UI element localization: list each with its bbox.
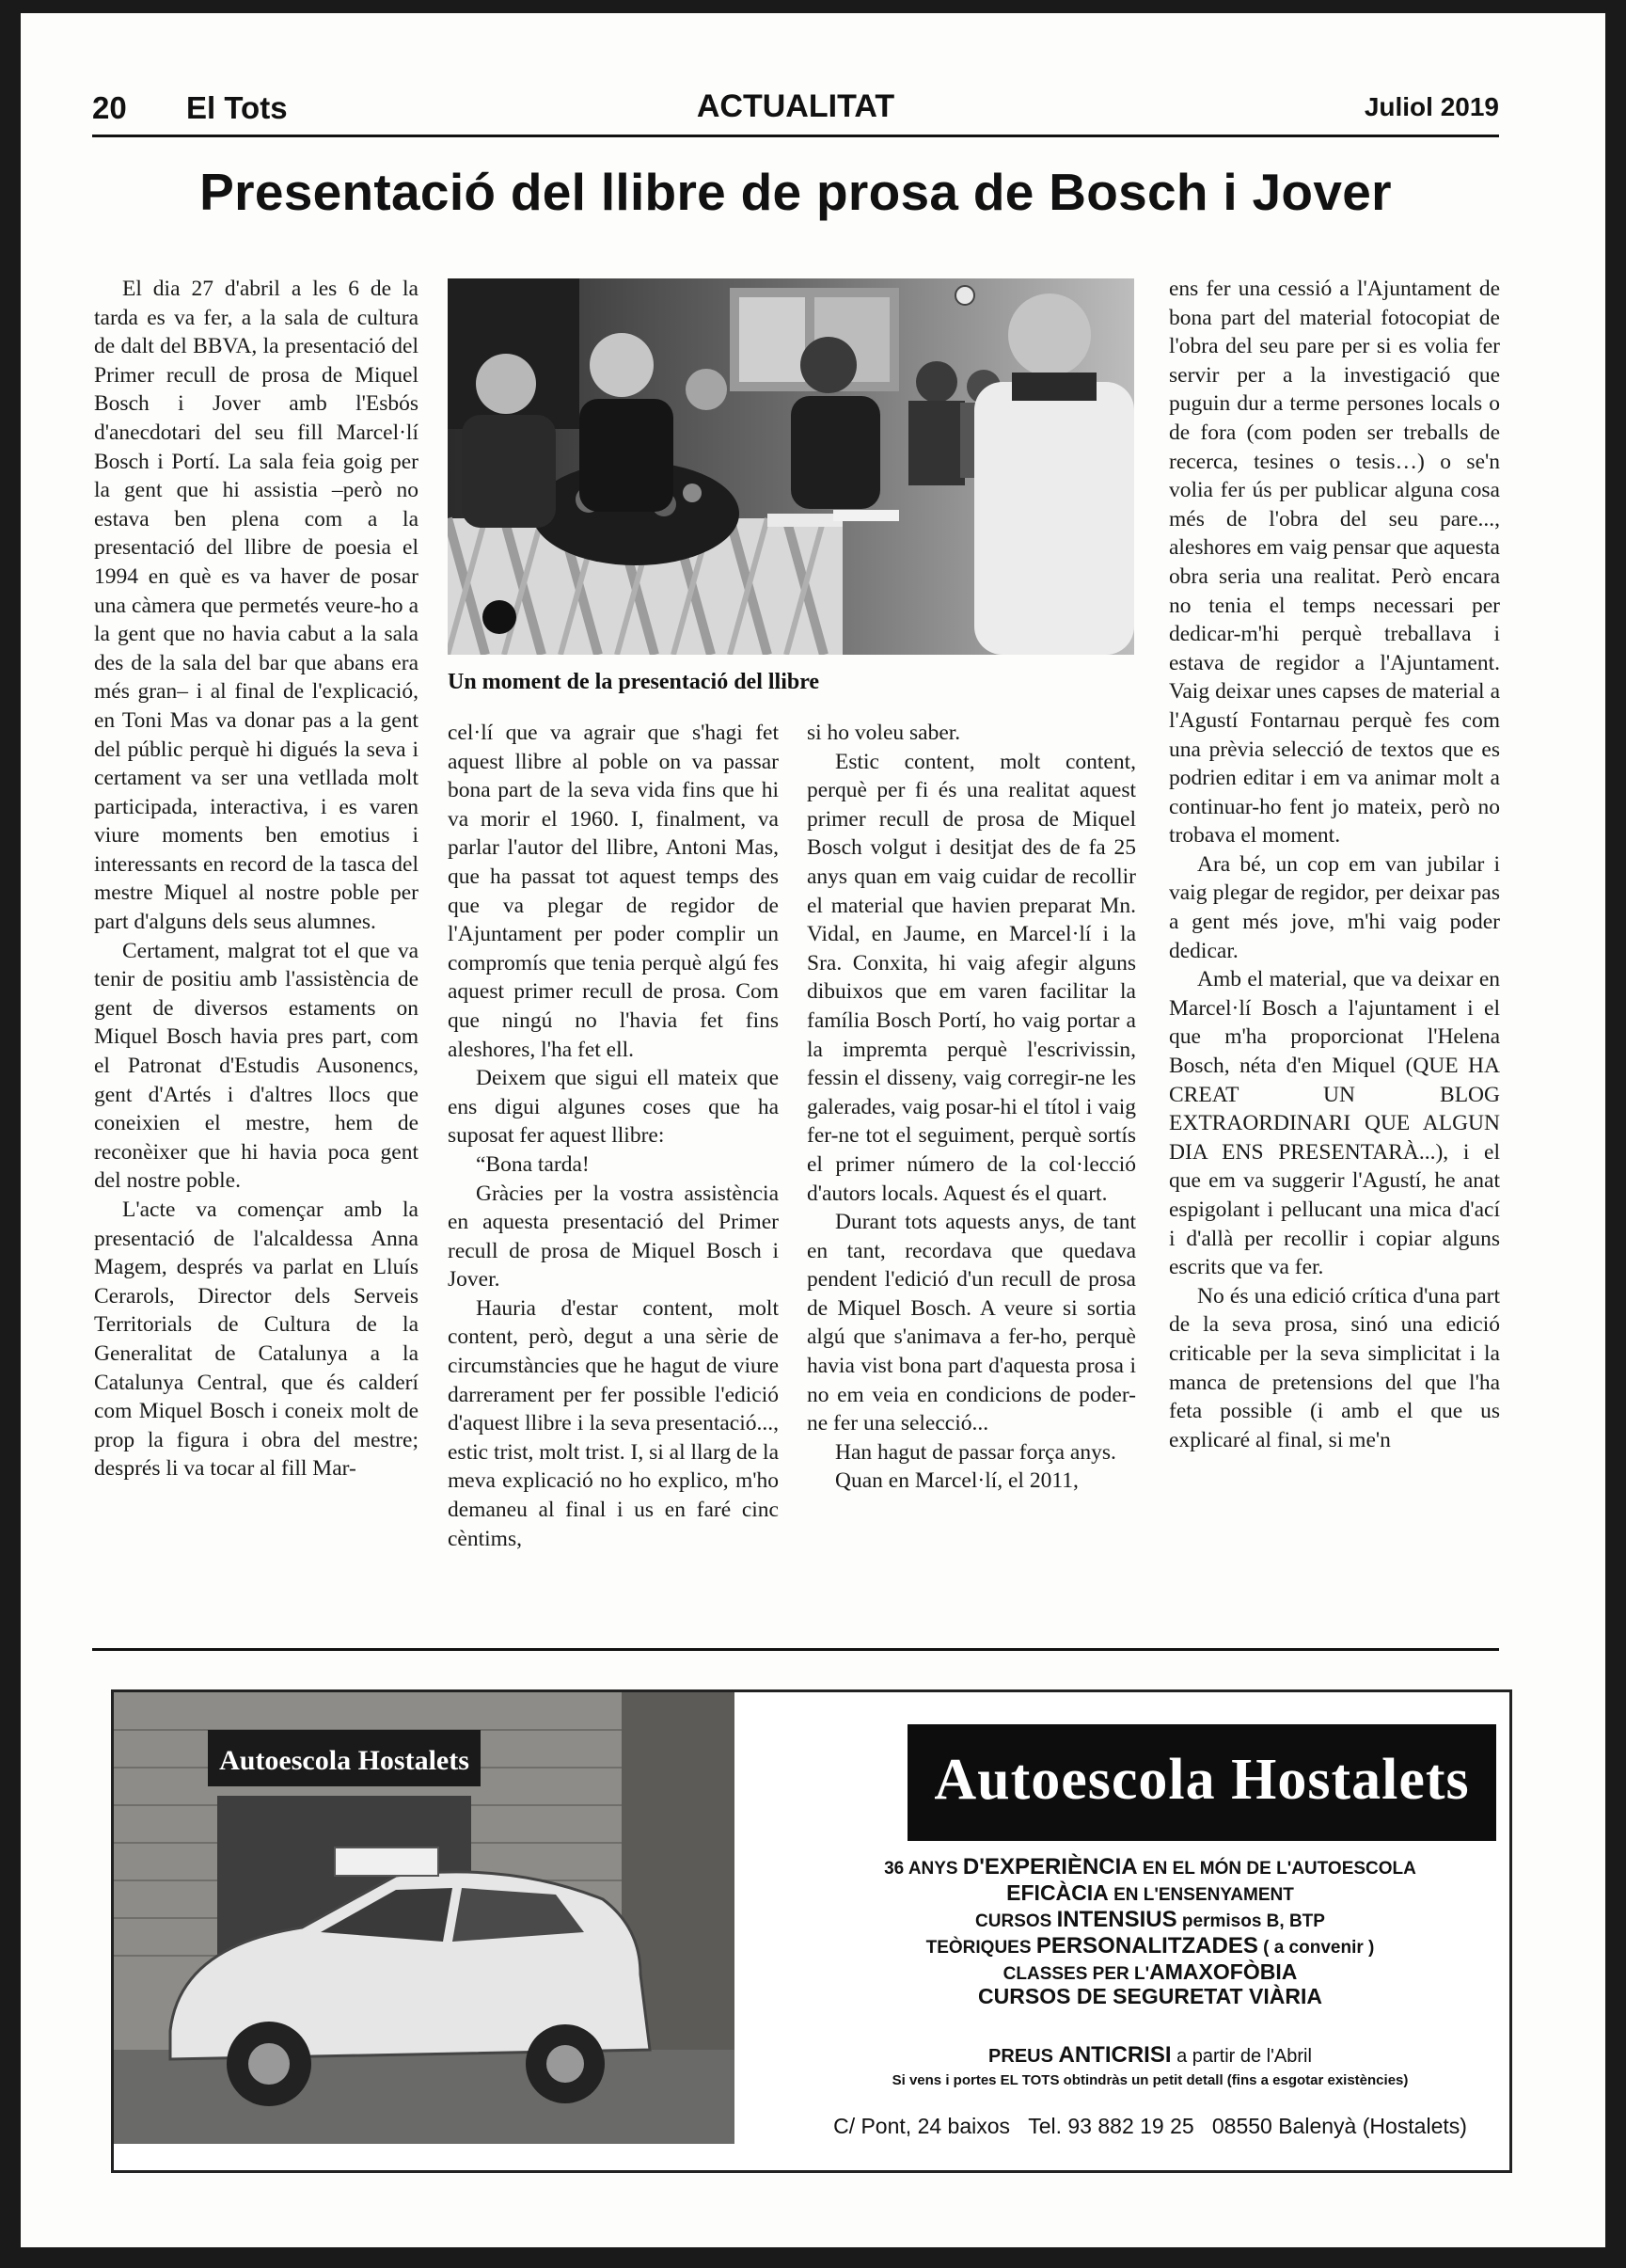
paragraph: Estic content, molt content, perquè per fi és una realitat aquest primer recull de prosa de Miquel Bosch volgut i desitjat des de fa 25 anys quan em vaig cuidar de recollir el material que havien preparat Mn. Vidal, en Jaume, en Marcel·lí i la Sra. Conxita, hi vaig afegir alguns dibuixos que em varen facilitar la família Bosch Portí, ho vaig portar a la impremta perquè l'escrivissin, fessin el disseny, vaig corregir-ne les galerades, vaig posar-hi el títol i vaig fer-ne tot el seguiment, perquè sortís el primer número de la col·lecció d'autors locals. Aquest és el quart. xyxy=(807,749,1136,1206)
ad-contact xyxy=(793,2114,1508,2139)
header-rule xyxy=(92,135,1499,137)
paragraph: L'acte va començar amb la presentació de l'alcaldessa Anna Magem, després va parlat en Lluís Cerarols, Director dels Serveis Territorials de Cultura de la Generalitat de Catalunya a la Catalunya Central, que és calderí com Miquel Bosch i coneix molt de prop la figura i obra del mestre; després li va tocar al fill Mar- xyxy=(94,1197,418,1482)
ad-line-intensive: CURSOS INTENSIUS permisos B, BTP xyxy=(975,1907,1325,1932)
paragraph: El dia 27 d'abril a les 6 de la tarda es va fer, a la sala de cultura de dalt del BBVA, la presentació del Primer recull de prosa de Miquel Bosch i Jover amb l'Esbós d'anecdotari del seu fill Marcel·lí Bosch i Portí. La sala feia goig per la gent que hi assistia –però no estava ben plena com a la presentació del llibre de poesia el 1994 en què es va haver de posar una càmera que permetés veure-ho a la gent que no havia cabut a la sala des de la sala del bar que abans era més gran– i al final de l'explicació, en Toni Mas va donar pas a la gent del públic perquè hi digués la seva i certament va ser una vetllada molt participada, interactiva, i es varen viure moments ben emotius i interessants en record de la tasca del mestre Miquel al nostre poble per part d'alguns dels seus alumnes. xyxy=(94,277,418,935)
paragraph: “Bona tarda! xyxy=(476,1151,590,1177)
autoescola-advertisement xyxy=(111,1689,1512,2173)
article-column-3 xyxy=(807,719,1136,1496)
paragraph: Gràcies per la vostra assistència en aquesta presentació del Primer recull de prosa de Miquel Bosch i Jover. xyxy=(448,1181,779,1293)
article-column-4 xyxy=(1169,275,1500,1454)
article-column-1 xyxy=(94,275,418,1483)
storefront-sign: Autoescola Hostalets xyxy=(219,1745,469,1776)
page-number: 20 xyxy=(92,90,127,125)
event-photo xyxy=(448,278,1134,655)
paragraph: Hauria d'estar content, molt content, però, degut a una sèrie de circumstàncies que he hagut de viure darrerament per fer possible l'edició d'aquest llibre i la seva presentació..., estic trist, molt trist. I, si al llarg de la meva explicació no ho explico, m'ho demaneu al final i us en faré cinc cèntims, xyxy=(448,1295,780,1551)
paragraph: Han hagut de passar força anys. xyxy=(835,1439,1116,1465)
paragraph: Certament, malgrat tot el que va tenir de positiu amb l'assistència de gent de diversos estaments on Miquel Bosch havia pres part, com el Patronat d'Estudis Ausonencs, gent d'Artés i d'altres llocs que coneixien el mestre, hem de reconèixer que hi havia poca gent del nostre poble. xyxy=(94,938,418,1194)
ad-phone: Tel. 93 882 19 25 xyxy=(1028,2114,1194,2138)
ad-address: C/ Pont, 24 baixos xyxy=(833,2114,1011,2138)
paragraph: No és una edició crítica d'una part de la seva prosa, sinó una edició criticable per la seva simplicitat i la manca de pretensions del que l'ha feta possible (i amb el que us explicaré al final, si me'n xyxy=(1169,1283,1500,1452)
article-bottom-rule xyxy=(92,1648,1499,1651)
photo-caption: Un moment de la presentació del llibre xyxy=(448,670,820,694)
paragraph: Quan en Marcel·lí, el 2011, xyxy=(835,1468,1079,1494)
ad-line-amaxophobia: CLASSES PER L'AMAXOFÒBIA xyxy=(1002,1959,1298,1984)
article-column-2 xyxy=(448,719,779,1553)
paragraph: Durant tots aquests anys, de tant en tant, recordava que quedava pendent l'edició d'un recull de prosa de Miquel Bosch. A veure si sortia algú que s'animava a fer-ho, perquè havia vist bona part d'aquesta prosa i no em veia en condicions de poder-ne fer una selecció... xyxy=(807,1210,1136,1436)
ad-line-experience: 36 ANYS D'EXPERIÈNCIA EN EL MÓN DE L'AUTOESCOLA xyxy=(884,1854,1416,1879)
paragraph: Amb el material, que va deixar en Marcel·lí Bosch a l'ajuntament i el que m'ha proporcionat l'Helena Bosch, néta d'en Miquel (QUE HA CREAT UN BLOG EXTRAORDINARI QUE ALGUN DIA ENS PRESENTARÀ...), i el que em va suggerir l'Agustí, he anat espigolant i pellucant una mica d'ací i d'allà per recollir i copiar alguns escrits que va fer. xyxy=(1169,967,1500,1280)
paragraph: cel·lí que va agrair que s'hagi fet aquest llibre al poble on va passar bona part de la seva vida fins que hi va morir el 1960. I, finalment, va parlar l'autor del llibre, Antoni Mas, que ha passat tot aquest temps des que va plegar de regidor de l'Ajuntament per poder complir un compromís que tenia perquè algú fes aquest primer recull de prosa. Com que ningú no l'havia fet fins aleshores, l'ha fet ell. xyxy=(448,721,779,1062)
storefront-car-illustration xyxy=(114,1692,734,2144)
issue-date: Juliol 2019 xyxy=(1364,92,1499,121)
ad-line-theory: TEÒRIQUES PERSONALITZADES ( a convenir ) xyxy=(925,1933,1375,1959)
ad-city: 08550 Balenyà (Hostalets) xyxy=(1211,2114,1467,2138)
storefront-photo xyxy=(114,1692,734,2144)
paragraph: Ara bé, un cop em van jubilar i vaig plegar de regidor, per deixar pas a gent més jove, m'hi vaig poder dedicar. xyxy=(1169,851,1500,963)
magazine-name: El Tots xyxy=(186,90,288,125)
section-title: ACTUALITAT xyxy=(696,88,895,124)
ad-line-safety: CURSOS DE SEGURETAT VIÀRIA xyxy=(978,1984,1322,2008)
autoescola-logo: Autoescola Hostalets xyxy=(908,1724,1496,1841)
page-header xyxy=(92,87,1499,134)
presentation-photo-illustration xyxy=(448,278,1134,655)
ad-line-efficacy: EFICÀCIA EN L'ENSENYAMENT xyxy=(1006,1880,1294,1905)
ad-line-prices: PREUS ANTICRISI a partir de l'Abril xyxy=(988,2042,1312,2068)
ad-gift-note: Si vens i portes EL TOTS obtindràs un petit detall (fins a esgotar existències) xyxy=(892,2072,1409,2088)
article-title: Presentació del llibre de prosa de Bosch i Jover xyxy=(199,163,1392,221)
paragraph: Deixem que sigui ell mateix que ens digui algunes coses que ha suposat fer aquest llibre: xyxy=(448,1066,779,1149)
paragraph: ens fer una cessió a l'Ajuntament de bona part del material fotocopiat de l'obra del seu pare per si es volia fer servir per a la investigació que puguin dur a terme persones locals o de fora (com poden ser treballs de recerca, tesines o tesis…) o se'n volia fer ús per publicar alguna cosa més de l'obra del seu pare..., aleshores em vaig pensar que aquesta obra seria una realitat. Però encara no tenia el temps necessari per dedicar-m'hi perquè treballava i estava de regidor a l'Ajuntament. Vaig deixar unes capses de material a l'Agustí Fontarnau perquè fes com una prèvia selecció de textos que es podrien editar i em va animar molt a continuar-ho fent jo mateix, però no trobava el moment. xyxy=(1169,277,1500,849)
paragraph: si ho voleu saber. xyxy=(807,721,961,745)
